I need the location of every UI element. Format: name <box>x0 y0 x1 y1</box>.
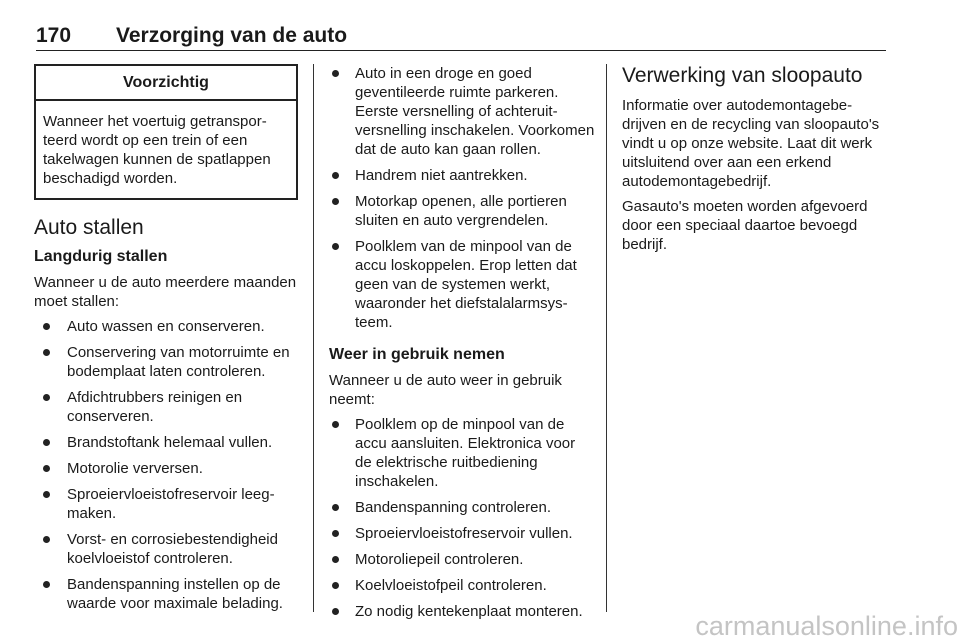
list-item: Handrem niet aantrekken. <box>329 166 595 185</box>
list-item: Conservering van motorruimte en bodemplaat laten controleren. <box>34 343 298 381</box>
storage-intro: Wanneer u de auto meerdere maanden moet stallen: <box>34 274 297 310</box>
watermark: carmanualsonline.info <box>695 611 958 641</box>
disposal-paragraph: Gasauto's moeten worden afgevoerd door een speciaal daartoe bevoegd bedrijf. <box>622 198 868 253</box>
list-item: Zo nodig kentekenplaat monteren. <box>329 602 595 621</box>
caution-title: Voorzichtig <box>36 66 296 101</box>
storage-list-continued <box>329 64 595 332</box>
disposal-paragraph: Informatie over autodemontagebedrijven en de recycling van sloopauto's vindt u op onze website. Laat dit werk uitsluitend over aan een erkend autodemontagebedrijf. <box>622 97 880 190</box>
page-number: 170 <box>36 24 72 47</box>
list-item: Auto wassen en conserveren. <box>34 317 298 336</box>
list-item: Sproeiervloeistofreservoir leegmaken. <box>34 485 298 523</box>
section-heading-storage: Auto stallen <box>34 216 144 239</box>
list-item: Koelvloeistofpeil controleren. <box>329 576 595 595</box>
list-item: Motorolie verversen. <box>34 459 298 478</box>
column-divider <box>313 64 314 612</box>
list-item: Bandenspanning instellen op de waarde voor maximale belading. <box>34 575 298 613</box>
restart-list <box>329 415 595 621</box>
restart-intro: Wanneer u de auto weer in gebruik neemt: <box>329 372 562 408</box>
list-item: Sproeiervloeistofreservoir vullen. <box>329 524 595 543</box>
list-item: Auto in een droge en goed geventileerde ruimte parkeren. Eerste versnelling of achteruitversnelling inschakelen. Voorkomen dat de auto kan gaan rollen. <box>329 64 595 159</box>
section-heading-disposal: Verwerking van sloopauto <box>622 64 863 87</box>
caution-box <box>34 64 298 200</box>
subheading-long-storage: Langdurig stallen <box>34 248 168 265</box>
page-header <box>36 24 886 51</box>
list-item: Afdichtrubbers reinigen en conserveren. <box>34 388 298 426</box>
column-divider <box>606 64 607 612</box>
list-item: Poolklem op de minpool van de accu aansluiten. Elektronica voor de elektrische ruitbediening inschakelen. <box>329 415 595 491</box>
list-item: Vorst- en corrosiebestendigheid koelvloeistof controleren. <box>34 530 298 568</box>
column-right <box>622 64 888 260</box>
subheading-restart: Weer in gebruik nemen <box>329 346 505 363</box>
list-item: Motoroliepeil controleren. <box>329 550 595 569</box>
list-item: Motorkap openen, alle portieren sluiten en auto vergrendelen. <box>329 192 595 230</box>
list-item: Bandenspanning controleren. <box>329 498 595 517</box>
column-left <box>34 64 298 620</box>
list-item: Poolklem van de minpool van de accu loskoppelen. Erop letten dat geen van de systemen werkt, waaronder het diefstalalarmsysteem. <box>329 237 595 332</box>
column-middle <box>329 64 595 628</box>
caution-text: Wanneer het voertuig getransporteerd wordt op een trein of een takelwagen kunnen de spatlappen beschadigd worden. <box>43 113 271 187</box>
list-item: Brandstoftank helemaal vullen. <box>34 433 298 452</box>
storage-list <box>34 317 298 613</box>
page-title: Verzorging van de auto <box>116 24 348 47</box>
